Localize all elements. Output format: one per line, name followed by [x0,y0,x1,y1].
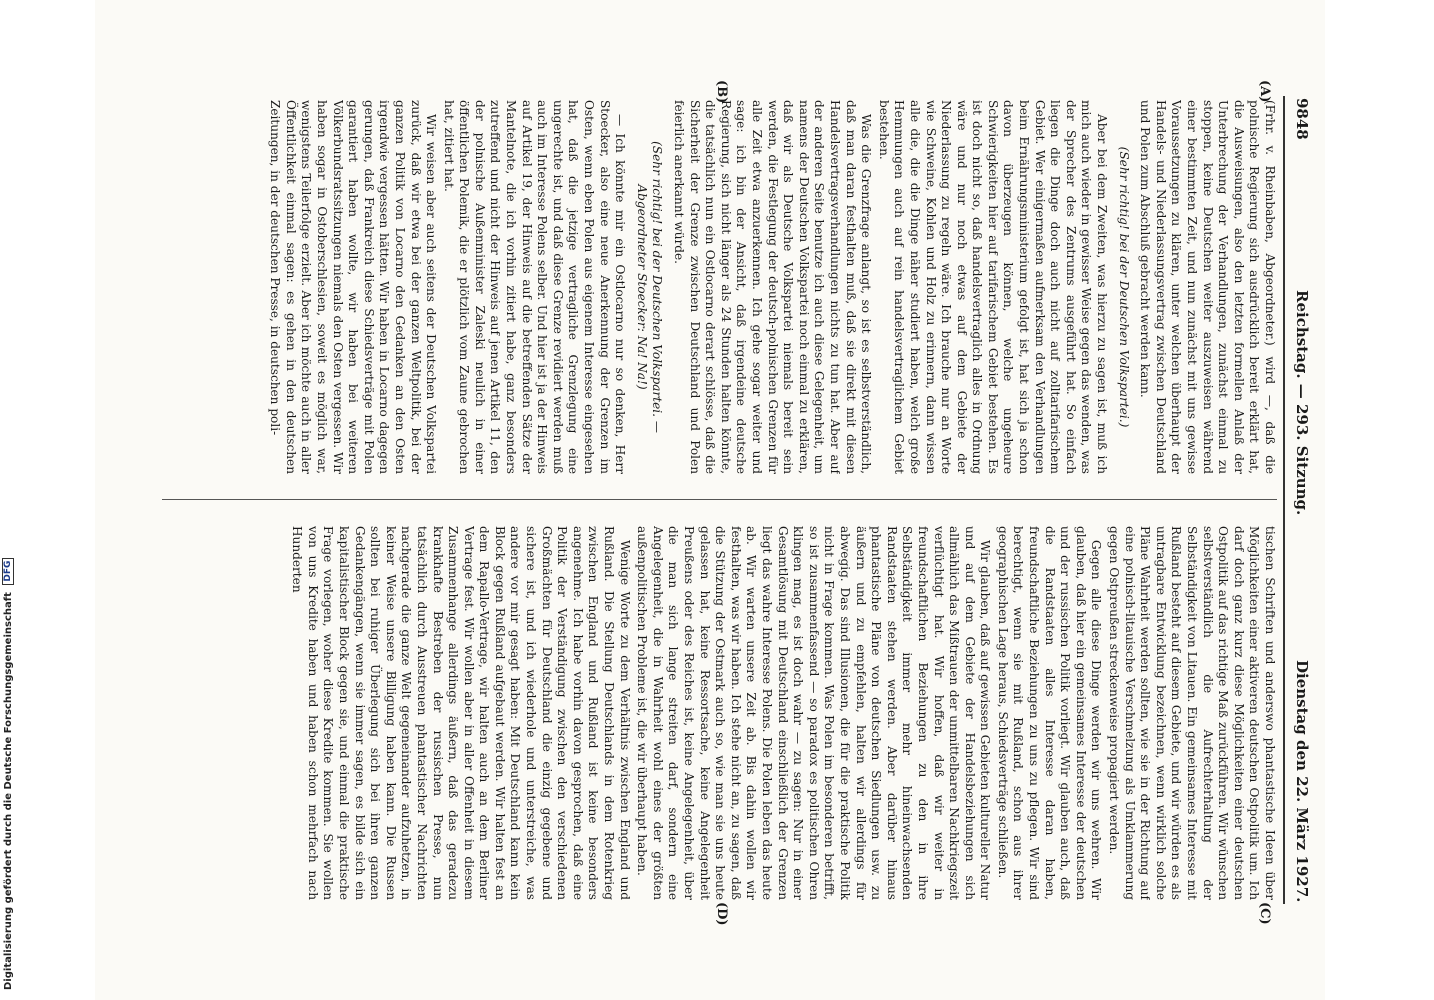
header-rule [1283,96,1285,904]
text-column-left [157,100,1277,474]
margin-marker-b: (B) [714,80,729,104]
paragraph: Wir weisen aber auch seitens der Deutschen Volkspartei zurück, daß wir etwa bei der ganzen Weltpolitik, bei der ganzen Politik von Locarno den Gedanken an den Osten irgendwie vergessen hätten. Wir haben in Locarno dagegen gerungen, daß Frankreich diese Schiedsverträge mit Polen garantiert haben wollte, wir haben bei weiteren Völkerbundsratssitzungen niemals den Osten vergessen. Wir haben sogar in Ostoberschlesien, soweit es möglich war, wenigstens Teilerfolge erzielt. Aber ich möchte auch in aller Öffentlichkeit einmal sagen: es gehen in den deutschen Zeitungen, in der deutschen Presse, in deutschen poli- [268,100,439,474]
page-sheet [95,0,1325,1000]
paragraph: Was die Grenzfrage anlangt, so ist es selbstverständlich, daß man daran festhalten muß, daß sie direkt mit diesen Handelsvertragsverhandlungen nichts zu tun hat. Aber auf der anderen Seite benutze ich auch diese Gelegenheit, um namens der Deutschen Volkspartei noch einmal zu erklären, daß wir als Deutsche Volkspartei niemals bereit sein werden, die Festlegung der deutsch-polnischen Grenzen für alle Zeit etwa anzuerkennen. Ich gehe sogar weiter und sage: ich bin der Ansicht, daß irgendeine deutsche Regierung, sich nicht länger als 24 Stunden halten könnte, die tatsächlich nun ein Ostlocarno derart schlösse, daß die Sicherheit der Grenze zwischen Deutschland und Polen feierlich anerkannt würde. [672,100,874,474]
dfg-logo: DFG [2,558,14,585]
margin-marker-c: (C) [1257,902,1272,925]
paragraph: — Ich könnte mir ein Ostlocarno nur so denken, Herr Stoecker, also eine neue Anerkennung der Grenzen im Osten, wenn eben Polen aus eigenem Interesse eingesehen hat, daß die jetzige vertragliche Grenzlegung eine ungerechte ist, und daß diese Grenze revidiert werden muß auch im Interesse Polens selber. Und hier ist ja der Hinweis auf Artikel 19, der Hinweis auf die betreffenden Sätze der Mantelnote, die ich vorhin zitiert habe, ganz besonders zutreffend und nicht der Hinweis auf jenen Artikel 11, den der polnische Außenminister Zaleski neulich in einer öffentlichen Polemik, die er plötzlich vom Zaune gebrochen hat, zitiert hat. [441,100,628,474]
interjection: (Sehr richtig! bei der Deutschen Volkspartei.) [1116,146,1131,428]
credit-text: Digitalisierung gefördert durch die Deutsche Forschungsgemeinschaft [3,592,14,990]
paragraph: (Frhr. v. Rheinbaben, Abgeordneter.) wird —, daß die polnische Regierung sich ausdrücklich bereit erklärt hat, die Ausweisungen, also den letzten formellen Anlaß der Unterbrechung der Verhandlungen, zunächst einmal zu stoppen, keine Deutschen weiter auszuweisen während einer bestimmten Zeit, und nun zunächst mit uns gewisse Voraussetzungen zu klären, unter welchen überhaupt der Handels- und Niederlassungsvertrag zwischen Deutschland und Polen zum Abschluß gebracht werden kann. [1138,100,1277,474]
margin-marker-d: (D) [714,902,729,926]
paragraph: Gegen alle diese Dinge werden wir uns wehren. Wir glauben, daß hier ein gemeinsames Interesse der deutschen und der russischen Politik vorliegt. Wir glauben auch, daß die Randstaaten alles Interesse daran haben, freundschaftliche Beziehungen zu uns zu pflegen. Wir sind berechtigt, wenn sie mit Rußland, schon aus ihrer geographischen Lage heraus, Schiedsverträge schließen. [995,526,1104,900]
digitization-credit [2,0,16,990]
paragraph: Aber bei dem Zweiten, was hierzu zu sagen ist, muß ich mich auch wieder in gewisser Weise gegen das wenden, was der Sprecher des Zentrums ausgeführt hat. So einfach liegen die Dinge doch auch nicht auf zolltarifarischem Gebiet. Wer einigermaßen aufmerksam den Verhandlungen beim Ernährungsministerium gefolgt ist, hat sich ja schon davon überzeugen können, welche ungeheure Schwierigkeiten hier auf tarifarischem Gebiet bestehen. Es ist doch nicht so, daß handelsvertraglich alles in Ordnung wäre und nur noch etwas auf dem Gebiete der Niederlassung zu regeln wäre. Ich brauche nur an Worte wie Schweine, Kohlen und Holz zu erinnern, dann wissen alle die, die die Dinge näher studiert haben, welch große Hemmungen auch auf rein handelsvertraglichem Gebiet bestehen. [876,100,1110,474]
margin-marker-a: (A) [1257,80,1272,103]
session-date: Dienstag den 22. März 1927. [1293,660,1311,903]
page-number: 9848 [1293,98,1311,140]
paragraph: tischen Schriften und anderswo phantastische Ideen über Möglichkeiten einer aktiveren deutschen Ostpolitik um. Ich darf doch ganz kurz diese Möglichkeiten einer deutschen Ostpolitik auf das richtige Maß zurückführen. Wir wünschen selbstverständlich die Aufrechterhaltung der Selbständigkeit von Litauen. Ein gemeinsames Interesse mit Rußland besteht auf diesem Gebiete, und wir würden es als untragbare Entwicklung bezeichnen, wenn wirklich solche Pläne Wahrheit werden sollten, wie sie in der Richtung auf eine polnisch-litauische Verschmelzung als Umklammerung gegen Ostpreußen streckenweise propagiert werden. [1107,526,1277,900]
paragraph: Wenige Worte zu dem Verhältnis zwischen England und Rußland. Die Stellung Deutschlands in dem Rotenkrieg zwischen England und Rußland ist keine besonders angenehme. Ich habe vorhin davon gesprochen, daß eine Politik der Verständigung zwischen den verschiedenen Großmächten für Deutschland die einzig gegebene und sichere ist, und ich wiederhole und unterstreiche, was andere vor mir gesagt haben: Mit Deutschland kann kein Block gegen Rußland aufgebaut werden. Wir halten fest an dem Rapallo-Vertrage, wir halten auch an dem Berliner Vertrage fest. Wir wollen aber in aller Offenheit in diesem Zusammenhange allerdings äußern, daß das geradezu krankhafte Bestreben der russischen Presse, nun tatsächlich durch Ausstreuen phantastischer Nachrichten nachgerade die ganze Welt gegeneinander aufzuhetzen, in keiner Weise unsere Billigung haben kann. Die Russen sollten bei ruhiger Überlegung sich bei ihren ganzen Gedankengängen, wenn sie immer sagen, es bilde sich ein kapitalistischer Block gegen sie, und einmal die praktische Frage vorlegen, woher diese Kredite kommen. Sie wollen von uns Kredite haben und haben schon mehrfach nach Hunderten [290,526,632,900]
page-header [1285,0,1311,1000]
paragraph: Wir glauben, daß auf gewissen Gebieten kultureller Natur und auf dem Gebiete der Handelsbeziehungen sich allmählich das Mißtrauen der unmittelbaren Nachkriegszeit verflüchtigt hat. Wir hoffen, daß wir weiter in freundschaftlichen Beziehungen zu den in ihre Selbständigkeit immer mehr hineinwachsenden Randstaaten stehen werden. Aber darüber hinaus phantastische Pläne von deutschen Siedlungen usw. zu äußern und zu empfehlen, halten wir allerdings für abwegig. Das sind Illusionen, die für die praktische Politik nicht in Frage kommen. Was Polen im besonderen betrifft, so ist zusammenfassend — so paradox es politischen Ohren klingen mag, es ist doch wahr — zu sagen: Nur in einer Gesamtlösung mit Deutschland einschließlich der Grenzen liegt das wahre Interesse Polens. Die Polen leben das heute ab. Wir warten unsere Zeit ab. Bis dahin wollen wir festhalten, was wir haben. Ich stehe nicht an, zu sagen, daß die Stützung der Ostmark auch so, wie man sie uns heute gelassen hat, keine Ressortsache, keine Angelegenheit Preußens oder des Reiches ist, keine Angelegenheit, über die man sich lange streiten darf, sondern eine Angelegenheit, die in Wahrheit wohl eines der größten außenpolitischen Probleme ist, die wir überhaupt haben. [635,526,993,900]
interjection: (Sehr richtig! bei der Deutschen Volkspartei. — Abgeordneter Stoecker: Na! Na!) [634,141,665,433]
column-divider [162,499,1277,500]
running-title: Reichstag. — 293. Sitzung. [1293,290,1311,516]
text-column-right [157,526,1277,900]
